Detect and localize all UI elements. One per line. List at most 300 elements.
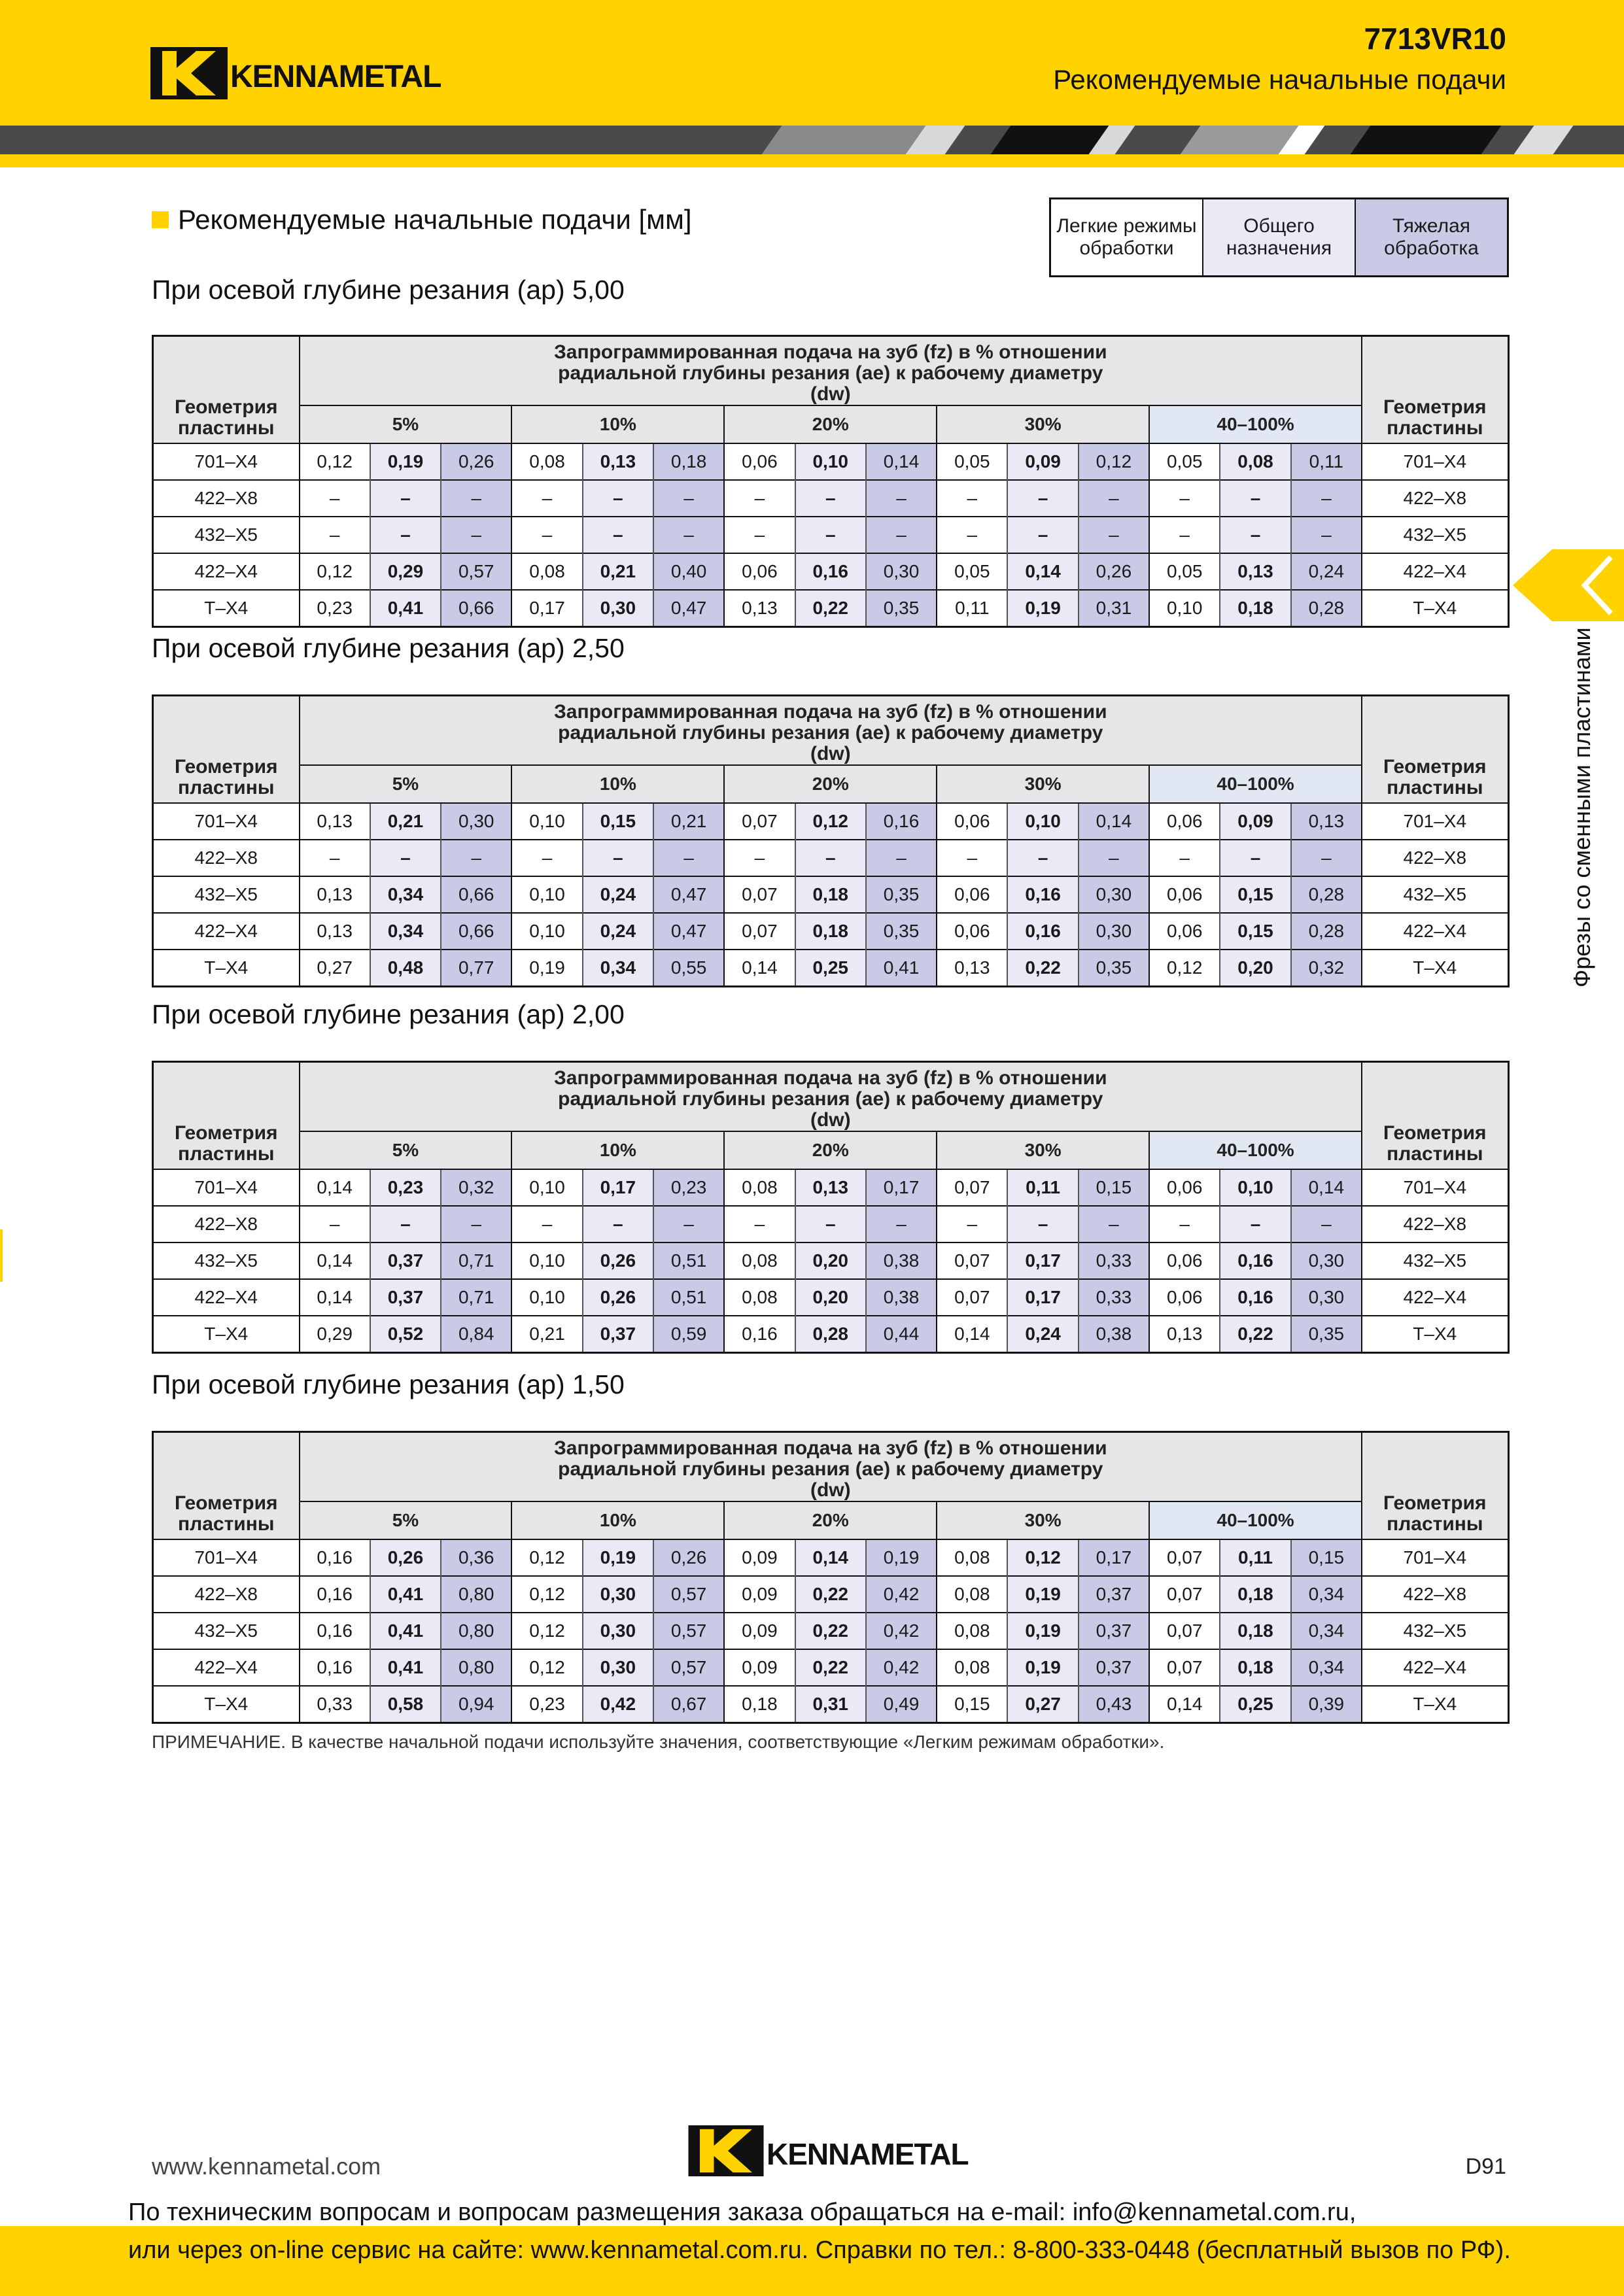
decorative-stripe — [0, 126, 1624, 154]
feed-light-cell: 0,09 — [724, 1576, 795, 1613]
table-row — [153, 480, 1509, 517]
side-tab-arrow-icon — [1513, 549, 1624, 621]
feed-heavy-cell: 0,67 — [653, 1686, 724, 1723]
feed-heavy-cell: 0,24 — [1291, 553, 1362, 590]
feed-general-cell: – — [1007, 1206, 1078, 1242]
geometry-header: Геометрия пластины — [153, 1432, 300, 1540]
feed-general-cell: 0,13 — [583, 443, 653, 480]
feed-heavy-cell: 0,55 — [653, 950, 724, 987]
feed-heavy-cell: 0,26 — [653, 1539, 724, 1576]
feed-heavy-cell: 0,19 — [866, 1539, 937, 1576]
feed-heavy-cell: 0,11 — [1291, 443, 1362, 480]
geometry-header: Геометрия пластины — [1362, 336, 1508, 444]
feed-light-cell: 0,10 — [1149, 590, 1220, 627]
feed-heavy-cell: 0,16 — [866, 803, 937, 840]
table-row — [153, 876, 1509, 913]
feed-light-cell: – — [937, 840, 1007, 876]
feed-light-cell: 0,29 — [300, 1316, 370, 1353]
feed-heavy-cell: 0,47 — [653, 876, 724, 913]
feed-heavy-cell: 0,66 — [441, 876, 511, 913]
feed-light-cell: 0,15 — [937, 1686, 1007, 1723]
feed-light-cell: 0,07 — [724, 803, 795, 840]
table-row — [153, 1686, 1509, 1723]
feed-general-cell: 0,16 — [1220, 1279, 1290, 1316]
feed-general-cell: 0,26 — [370, 1539, 441, 1576]
feed-general-cell: 0,20 — [795, 1279, 866, 1316]
table-row — [153, 1539, 1509, 1576]
feed-general-cell: 0,20 — [795, 1242, 866, 1279]
feed-heavy-cell: 0,84 — [441, 1316, 511, 1353]
feed-general-cell: 0,10 — [1007, 803, 1078, 840]
geometry-cell: 422–X8 — [153, 480, 300, 517]
feed-general-cell: 0,28 — [795, 1316, 866, 1353]
feed-light-cell: 0,16 — [300, 1539, 370, 1576]
feed-heavy-cell: – — [866, 480, 937, 517]
feed-heavy-cell: 0,28 — [1291, 913, 1362, 950]
feed-general-cell: – — [795, 1206, 866, 1242]
feed-heavy-cell: 0,42 — [866, 1613, 937, 1649]
feed-general-cell: 0,19 — [1007, 590, 1078, 627]
kennametal-k-icon — [150, 47, 228, 99]
geometry-cell: 422–X4 — [153, 1279, 300, 1316]
footer-url[interactable]: www.kennametal.com — [152, 2153, 381, 2180]
table-row — [153, 1206, 1509, 1242]
geometry-cell: 701–X4 — [153, 1539, 300, 1576]
feed-general-cell: 0,37 — [370, 1279, 441, 1316]
feed-general-cell: 0,30 — [583, 590, 653, 627]
feed-heavy-cell: 0,36 — [441, 1539, 511, 1576]
legend-general: Общего назначения — [1202, 199, 1355, 275]
feed-general-cell: 0,13 — [1220, 553, 1290, 590]
footnote: ПРИМЕЧАНИЕ. В качестве начальной подачи используйте значения, соответствующие «Легким режимам обработки». — [152, 1732, 1165, 1752]
feed-general-cell: 0,18 — [1220, 1613, 1290, 1649]
feed-general-cell: 0,09 — [1007, 443, 1078, 480]
feed-light-cell: 0,07 — [1149, 1649, 1220, 1686]
geometry-cell: 701–X4 — [1362, 803, 1508, 840]
percent-group-header: 30% — [937, 1501, 1149, 1539]
feed-heavy-cell: 0,39 — [1291, 1686, 1362, 1723]
feed-general-cell: 0,12 — [795, 803, 866, 840]
mode-legend — [1049, 197, 1509, 277]
feed-light-cell: 0,12 — [511, 1576, 582, 1613]
geometry-cell: T–X4 — [153, 1316, 300, 1353]
feed-light-cell: – — [937, 517, 1007, 553]
feed-light-cell: – — [1149, 517, 1220, 553]
geometry-cell: T–X4 — [1362, 1316, 1508, 1353]
feed-light-cell: 0,18 — [724, 1686, 795, 1723]
percent-group-header: 20% — [724, 1131, 937, 1169]
feed-light-cell: 0,07 — [1149, 1613, 1220, 1649]
footer-logo — [688, 2125, 969, 2176]
feed-general-cell: 0,09 — [1220, 803, 1290, 840]
feed-general-cell: 0,24 — [1007, 1316, 1078, 1353]
feed-light-cell: 0,23 — [300, 590, 370, 627]
feed-light-cell: 0,07 — [937, 1242, 1007, 1279]
feed-general-cell: 0,15 — [1220, 876, 1290, 913]
geometry-header: Геометрия пластины — [1362, 1432, 1508, 1540]
geometry-cell: T–X4 — [1362, 590, 1508, 627]
feed-heavy-cell: – — [866, 840, 937, 876]
feed-light-cell: – — [1149, 480, 1220, 517]
percent-group-header: 10% — [511, 405, 724, 443]
feed-general-cell: 0,34 — [370, 876, 441, 913]
feed-light-cell: 0,14 — [724, 950, 795, 987]
feed-heavy-cell: 0,66 — [441, 913, 511, 950]
geometry-header: Геометрия пластины — [1362, 696, 1508, 804]
geometry-cell: 422–X4 — [153, 553, 300, 590]
percent-group-header: 20% — [724, 1501, 937, 1539]
feed-light-cell: 0,07 — [1149, 1539, 1220, 1576]
feed-heavy-cell: 0,38 — [1079, 1316, 1149, 1353]
geometry-cell: 432–X5 — [1362, 517, 1508, 553]
feed-general-cell: 0,14 — [795, 1539, 866, 1576]
feed-heavy-cell: 0,18 — [653, 443, 724, 480]
table-row — [153, 1576, 1509, 1613]
feed-light-cell: 0,06 — [937, 913, 1007, 950]
geometry-cell: T–X4 — [1362, 950, 1508, 987]
table-row — [153, 1279, 1509, 1316]
feed-light-cell: 0,06 — [1149, 1169, 1220, 1206]
feed-light-cell: 0,10 — [511, 1169, 582, 1206]
feed-heavy-cell: – — [866, 517, 937, 553]
feed-light-cell: 0,16 — [300, 1613, 370, 1649]
feed-general-cell: 0,25 — [795, 950, 866, 987]
feed-light-cell: – — [724, 517, 795, 553]
feed-general-cell: 0,22 — [795, 1613, 866, 1649]
feed-percent-header: Запрограммированная подача на зуб (fz) в % отношении радиальной глубины резания (ae) к рабочему диаметру (dw) — [300, 1062, 1362, 1132]
feed-general-cell: 0,18 — [1220, 1649, 1290, 1686]
feed-light-cell: – — [937, 480, 1007, 517]
feed-heavy-cell: 0,32 — [441, 1169, 511, 1206]
section-title: Рекомендуемые начальные подачи [мм] — [152, 204, 692, 235]
feed-heavy-cell: 0,80 — [441, 1613, 511, 1649]
feed-heavy-cell: 0,28 — [1291, 590, 1362, 627]
geometry-cell: 422–X8 — [1362, 1206, 1508, 1242]
percent-group-header: 10% — [511, 1501, 724, 1539]
feed-general-cell: – — [583, 517, 653, 553]
feed-heavy-cell: 0,34 — [1291, 1576, 1362, 1613]
feed-general-cell: 0,20 — [1220, 950, 1290, 987]
feed-general-cell: 0,12 — [1007, 1539, 1078, 1576]
feed-heavy-cell: 0,23 — [653, 1169, 724, 1206]
feed-general-cell: 0,27 — [1007, 1686, 1078, 1723]
feed-light-cell: – — [300, 517, 370, 553]
feed-heavy-cell: – — [1291, 480, 1362, 517]
feed-general-cell: 0,13 — [795, 1169, 866, 1206]
table-row — [153, 1242, 1509, 1279]
percent-group-header: 5% — [300, 405, 512, 443]
feed-general-cell: 0,26 — [583, 1242, 653, 1279]
feed-heavy-cell: 0,26 — [441, 443, 511, 480]
feed-heavy-cell: 0,57 — [653, 1576, 724, 1613]
feed-heavy-cell: 0,35 — [866, 913, 937, 950]
table-row — [153, 590, 1509, 627]
feed-heavy-cell: 0,51 — [653, 1242, 724, 1279]
feed-light-cell: 0,06 — [937, 803, 1007, 840]
brand-wordmark: KENNAMETAL — [230, 59, 441, 94]
feed-light-cell: 0,09 — [724, 1649, 795, 1686]
feed-general-cell: 0,26 — [583, 1279, 653, 1316]
geometry-header: Геометрия пластины — [153, 1062, 300, 1170]
feed-general-cell: 0,16 — [795, 553, 866, 590]
table-row — [153, 1649, 1509, 1686]
feed-heavy-cell: – — [653, 517, 724, 553]
feed-general-cell: – — [795, 840, 866, 876]
feed-heavy-cell: 0,14 — [1079, 803, 1149, 840]
feed-general-cell: 0,17 — [583, 1169, 653, 1206]
feed-general-cell: 0,17 — [1007, 1242, 1078, 1279]
feed-general-cell: 0,37 — [370, 1242, 441, 1279]
feed-percent-header: Запрограммированная подача на зуб (fz) в % отношении радиальной глубины резания (ae) к рабочему диаметру (dw) — [300, 696, 1362, 766]
feed-light-cell: 0,12 — [511, 1649, 582, 1686]
feed-heavy-cell: – — [441, 840, 511, 876]
feed-heavy-cell: 0,21 — [653, 803, 724, 840]
feed-general-cell: – — [583, 1206, 653, 1242]
header-rule — [0, 154, 1624, 167]
legend-heavy: Тяжелая обработка — [1355, 199, 1507, 275]
feed-heavy-cell: 0,80 — [441, 1576, 511, 1613]
feed-light-cell: 0,10 — [511, 1279, 582, 1316]
contact-block — [0, 2199, 1624, 2296]
feed-heavy-cell: 0,17 — [866, 1169, 937, 1206]
feed-heavy-cell: 0,43 — [1079, 1686, 1149, 1723]
feed-general-cell: 0,23 — [370, 1169, 441, 1206]
geometry-cell: 422–X4 — [153, 913, 300, 950]
feed-heavy-cell: – — [1079, 480, 1149, 517]
brand-logo — [150, 47, 441, 99]
feed-general-cell: 0,58 — [370, 1686, 441, 1723]
geometry-cell: 432–X5 — [153, 1613, 300, 1649]
feed-light-cell: 0,06 — [937, 876, 1007, 913]
table-row — [153, 553, 1509, 590]
feed-general-cell: 0,22 — [795, 590, 866, 627]
feed-light-cell: 0,10 — [511, 913, 582, 950]
feed-light-cell: 0,05 — [937, 443, 1007, 480]
feed-general-cell: 0,41 — [370, 1576, 441, 1613]
geometry-cell: 701–X4 — [1362, 443, 1508, 480]
feed-heavy-cell: 0,57 — [653, 1613, 724, 1649]
table-row — [153, 1169, 1509, 1206]
feed-light-cell: 0,08 — [511, 553, 582, 590]
feed-general-cell: 0,21 — [370, 803, 441, 840]
feed-general-cell: 0,19 — [370, 443, 441, 480]
feed-heavy-cell: 0,37 — [1079, 1649, 1149, 1686]
depth-title: При осевой глубине резания (ap) 5,00 — [152, 275, 625, 305]
feed-heavy-cell: 0,94 — [441, 1686, 511, 1723]
feed-general-cell: – — [370, 1206, 441, 1242]
feed-light-cell: 0,13 — [937, 950, 1007, 987]
feed-light-cell: – — [511, 1206, 582, 1242]
feed-heavy-cell: 0,26 — [1079, 553, 1149, 590]
feed-general-cell: 0,15 — [583, 803, 653, 840]
feed-general-cell: 0,41 — [370, 590, 441, 627]
feed-general-cell: 0,37 — [583, 1316, 653, 1353]
feed-general-cell: – — [1220, 517, 1290, 553]
feed-light-cell: 0,13 — [724, 590, 795, 627]
feed-general-cell: 0,48 — [370, 950, 441, 987]
percent-group-header: 20% — [724, 765, 937, 803]
geometry-cell: T–X4 — [153, 590, 300, 627]
left-edge-mark — [0, 1229, 3, 1282]
product-code: 7713VR10 — [1364, 22, 1506, 56]
feed-light-cell: 0,06 — [724, 443, 795, 480]
feed-light-cell: 0,08 — [937, 1649, 1007, 1686]
table-row — [153, 517, 1509, 553]
feed-light-cell: 0,08 — [937, 1539, 1007, 1576]
feed-light-cell: 0,06 — [1149, 876, 1220, 913]
feed-light-cell: 0,14 — [1149, 1686, 1220, 1723]
feed-heavy-cell: 0,13 — [1291, 803, 1362, 840]
page-number: D91 — [1465, 2154, 1506, 2179]
feed-light-cell: 0,14 — [300, 1242, 370, 1279]
feed-light-cell: – — [511, 480, 582, 517]
feed-heavy-cell: 0,77 — [441, 950, 511, 987]
geometry-cell: 701–X4 — [153, 443, 300, 480]
feed-light-cell: 0,06 — [1149, 803, 1220, 840]
feed-heavy-cell: 0,33 — [1079, 1242, 1149, 1279]
feed-heavy-cell: 0,15 — [1079, 1169, 1149, 1206]
table-row — [153, 950, 1509, 987]
feed-light-cell: 0,08 — [724, 1242, 795, 1279]
feed-heavy-cell: 0,66 — [441, 590, 511, 627]
feed-light-cell: 0,08 — [937, 1613, 1007, 1649]
feed-light-cell: 0,05 — [1149, 443, 1220, 480]
feed-general-cell: 0,30 — [583, 1649, 653, 1686]
feed-light-cell: – — [724, 840, 795, 876]
feed-general-cell: – — [1220, 840, 1290, 876]
feed-light-cell: 0,06 — [1149, 1279, 1220, 1316]
percent-group-header: 40–100% — [1149, 765, 1362, 803]
feed-general-cell: 0,10 — [795, 443, 866, 480]
feed-light-cell: 0,14 — [937, 1316, 1007, 1353]
feed-light-cell: 0,33 — [300, 1686, 370, 1723]
feed-general-cell: – — [1007, 517, 1078, 553]
contact-line-1: По техническим вопросам и вопросам размещения заказа обращаться на e-mail: info@kennametal.com.ru, — [128, 2199, 1356, 2226]
brand-wordmark: KENNAMETAL — [767, 2137, 969, 2171]
percent-group-header: 30% — [937, 765, 1149, 803]
feed-general-cell: 0,18 — [1220, 1576, 1290, 1613]
feed-heavy-cell: 0,42 — [866, 1576, 937, 1613]
feed-general-cell: 0,19 — [1007, 1613, 1078, 1649]
feed-general-cell: 0,08 — [1220, 443, 1290, 480]
feed-general-cell: 0,52 — [370, 1316, 441, 1353]
feed-light-cell: 0,13 — [300, 876, 370, 913]
feed-heavy-cell: 0,41 — [866, 950, 937, 987]
geometry-cell: 422–X4 — [1362, 913, 1508, 950]
depth-title: При осевой глубине резания (ap) 2,50 — [152, 633, 625, 663]
geometry-cell: T–X4 — [153, 1686, 300, 1723]
feed-heavy-cell: – — [1291, 1206, 1362, 1242]
feed-general-cell: 0,11 — [1220, 1539, 1290, 1576]
geometry-header: Геометрия пластины — [153, 336, 300, 444]
feed-light-cell: 0,13 — [300, 913, 370, 950]
feed-heavy-cell: 0,42 — [866, 1649, 937, 1686]
feed-general-cell: 0,30 — [583, 1576, 653, 1613]
feed-light-cell: – — [300, 480, 370, 517]
feed-light-cell: 0,23 — [511, 1686, 582, 1723]
geometry-cell: 422–X8 — [1362, 1576, 1508, 1613]
feed-heavy-cell: 0,31 — [1079, 590, 1149, 627]
feed-heavy-cell: 0,30 — [1291, 1242, 1362, 1279]
feed-light-cell: 0,10 — [511, 803, 582, 840]
feed-heavy-cell: 0,34 — [1291, 1649, 1362, 1686]
table-row — [153, 913, 1509, 950]
feed-light-cell: 0,27 — [300, 950, 370, 987]
feed-light-cell: 0,10 — [511, 1242, 582, 1279]
feed-heavy-cell: 0,30 — [1079, 876, 1149, 913]
page-header — [0, 0, 1624, 126]
feed-heavy-cell: 0,38 — [866, 1279, 937, 1316]
feed-general-cell: 0,22 — [1007, 950, 1078, 987]
table-row — [153, 840, 1509, 876]
geometry-header: Геометрия пластины — [1362, 1062, 1508, 1170]
feed-heavy-cell: 0,35 — [866, 876, 937, 913]
feed-heavy-cell: 0,47 — [653, 913, 724, 950]
geometry-cell: 422–X4 — [153, 1649, 300, 1686]
feed-light-cell: 0,05 — [937, 553, 1007, 590]
side-tab-label: Фрезы со сменными пластинами — [1568, 627, 1595, 987]
feed-heavy-cell: 0,71 — [441, 1242, 511, 1279]
feed-general-cell: – — [370, 517, 441, 553]
percent-group-header: 5% — [300, 1501, 512, 1539]
table-row — [153, 1613, 1509, 1649]
feed-general-cell: – — [1007, 840, 1078, 876]
feed-general-cell: 0,10 — [1220, 1169, 1290, 1206]
feed-table — [152, 694, 1510, 987]
feed-heavy-cell: 0,37 — [1079, 1576, 1149, 1613]
feed-general-cell: 0,34 — [583, 950, 653, 987]
feed-light-cell: 0,14 — [300, 1279, 370, 1316]
feed-light-cell: 0,07 — [724, 876, 795, 913]
feed-general-cell: 0,16 — [1007, 876, 1078, 913]
feed-heavy-cell: 0,57 — [653, 1649, 724, 1686]
feed-light-cell: 0,16 — [724, 1316, 795, 1353]
feed-general-cell: 0,17 — [1007, 1279, 1078, 1316]
contact-line-2: или через on-line сервис на сайте: www.kennametal.com.ru. Справки по тел.: 8-800-333-0448 (бесплатный вызов по РФ). — [128, 2236, 1511, 2264]
percent-group-header: 5% — [300, 1131, 512, 1169]
feed-light-cell: 0,07 — [724, 913, 795, 950]
feed-general-cell: 0,41 — [370, 1613, 441, 1649]
percent-group-header: 40–100% — [1149, 1131, 1362, 1169]
feed-heavy-cell: 0,12 — [1079, 443, 1149, 480]
feed-heavy-cell: 0,51 — [653, 1279, 724, 1316]
feed-light-cell: 0,07 — [1149, 1576, 1220, 1613]
feed-general-cell: 0,11 — [1007, 1169, 1078, 1206]
legend-light: Легкие режимы обработки — [1051, 199, 1202, 275]
yellow-square-icon — [152, 211, 169, 228]
feed-light-cell: 0,12 — [511, 1539, 582, 1576]
feed-general-cell: – — [583, 840, 653, 876]
geometry-cell: 432–X5 — [1362, 1613, 1508, 1649]
feed-light-cell: 0,08 — [511, 443, 582, 480]
feed-heavy-cell: 0,40 — [653, 553, 724, 590]
feed-heavy-cell: 0,32 — [1291, 950, 1362, 987]
feed-light-cell: 0,12 — [300, 443, 370, 480]
feed-general-cell: – — [370, 840, 441, 876]
feed-general-cell: 0,16 — [1007, 913, 1078, 950]
geometry-cell: 422–X8 — [153, 840, 300, 876]
geometry-cell: T–X4 — [1362, 1686, 1508, 1723]
feed-heavy-cell: 0,35 — [1079, 950, 1149, 987]
feed-light-cell: 0,09 — [724, 1539, 795, 1576]
feed-light-cell: 0,05 — [1149, 553, 1220, 590]
feed-heavy-cell: 0,71 — [441, 1279, 511, 1316]
percent-group-header: 30% — [937, 405, 1149, 443]
feed-heavy-cell: 0,37 — [1079, 1613, 1149, 1649]
feed-general-cell: – — [583, 480, 653, 517]
feed-light-cell: 0,19 — [511, 950, 582, 987]
feed-general-cell: 0,29 — [370, 553, 441, 590]
